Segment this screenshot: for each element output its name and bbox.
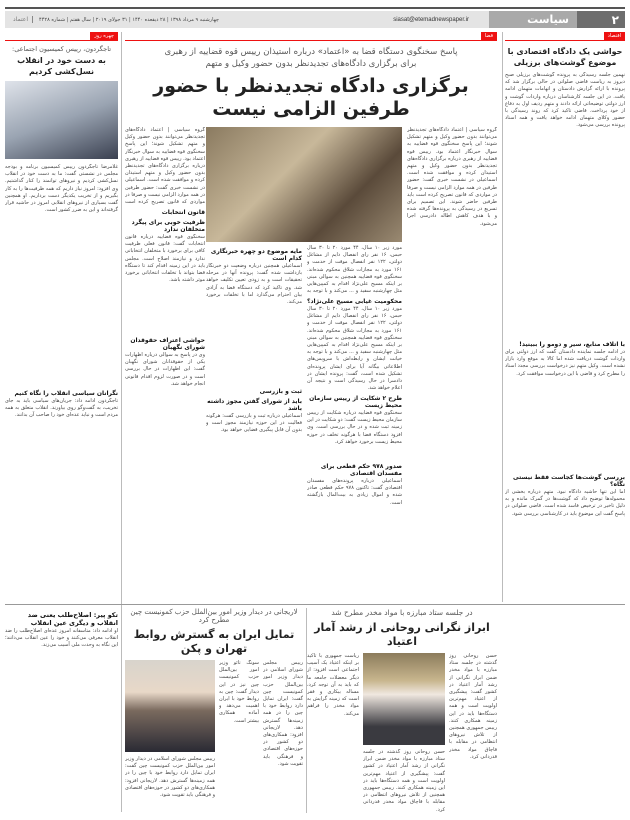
page-header <box>5 11 625 28</box>
story-body: او ادامه داد: متاسفانه امروز عده‌ای اصلاح‌طلب را ضد انقلاب معرفی می‌کنند و خود را عین انقلاب می‌دانند؛ این نگاه به وحدت ملی آسیب می‌زند. <box>5 628 118 649</box>
column-divider <box>121 32 122 812</box>
section-divider <box>5 604 625 605</box>
story-body: اما این تنها حاشیه دادگاه نبود. متهم درباره بخشی از محموله‌ها توضیح داد که گوشت‌ها در گمرک مانده و به دلیل تاخیر در ترخیص فاسد شده است. قاضی صلواتی در پاسخ گفت این موضوع باید در کارشناسی بررسی شود. <box>505 489 625 517</box>
story-headline: تمایل ایران به گسترش روابط تهران و پکن <box>133 628 295 655</box>
column-divider <box>502 32 503 602</box>
subheading: نگرانان سیاسی انقلاب را نگاه کنیم <box>14 390 118 397</box>
section-tag: چهره روز <box>90 32 118 40</box>
larijani-photo <box>125 660 215 752</box>
subheading: با اتلاف منابع، سیر و دومو را ببینید! <box>519 341 625 348</box>
story-kicker: در جلسه ستاد مبارزه با مواد مخدر مطرح شد <box>331 608 473 617</box>
bottom-story-rouhani <box>307 608 497 813</box>
subheading: ثبت و بازرسی <box>259 388 302 395</box>
story-body: رییس مجلس شورای اسلامی در دیدار وزیر امور بین‌الملل حزب کمونیست چین گفت: ایران تمایل دارد روابط خود با چین را در همه زمینه‌ها گسترش دهد. لاریجانی افزود: همکاری‌های دو کشور در حوزه‌های اقتصادی و فرهنگی باید تقویت شود. <box>263 660 303 767</box>
story-kicker: تاجگردون، رییس کمیسیون اجتماعی: <box>12 45 111 53</box>
story-body: در ادامه جلسه نماینده دادستان گفت که ارز دولتی برای واردات گوشت دریافت شده اما کالا به موقع وارد بازار نشده است. وکیل متهم نیز درخواست بررسی مجدد اسناد را مطرح کرد و قاضی با این درخواست موافقت کرد. <box>505 349 625 377</box>
main-headline: برگزاری دادگاه تجدیدنظر با حضور طرفین الزامی نیست <box>153 75 469 120</box>
story-body: نهمین جلسه رسیدگی به پرونده گوشت‌های برزیلی صبح دیروز به ریاست قاضی صلواتی در حالی برگزار شد که پرونده با ارائه گزارش دادستان و اتهامات متهمان ادامه یافت. در این جلسه کارشناسان درباره واردات گوشت و ارز دولتی توضیحاتی ارائه دادند و متهم ردیف اول به دفاع از خود پرداخت. قاضی تاکید کرد که روند رسیدگی با حضور وکلای متهمان ادامه خواهد یافت و همه اسناد پرونده بررسی می‌شود. <box>505 72 625 129</box>
top-rule <box>5 7 625 9</box>
story-headline: به دست خود در انقلاب نسل‌کشی کردیم <box>17 56 106 76</box>
story-headline: تکو پیر: اصلاح‌طلب یعنی ضد انقلاب و دیگری عین انقلاب <box>27 611 118 627</box>
subheading: قانون انتخابات <box>161 209 205 216</box>
rouhani-photo <box>363 653 445 745</box>
story-body: رییس مجلس شورای اسلامی در دیدار وزیر امور بین‌الملل حزب کمونیست چین گفت: ایران تمایل دارد روابط خود با چین را در همه زمینه‌ها گسترش دهد. لاریجانی افزود: همکاری‌های دو کشور در حوزه‌های اقتصادی و فرهنگی باید تقویت شود. <box>125 756 215 799</box>
story-body: سخنگوی قوه قضاییه درباره شکایت از رییس سازمان محیط زیست گفت: دو شکایت در این زمینه ثبت شده و در حال بررسی است. وی افزود دستگاه قضا با هرگونه تخلف در حوزه محیط زیست برخورد خواهد کرد. <box>307 410 402 445</box>
main-story <box>125 32 497 602</box>
section-email[interactable]: siasat@etemadnewspaper.ir <box>393 16 469 23</box>
story-body: اسماعیلی درباره پرونده‌های مفسدان اقتصادی گفت: تاکنون ۹۷۸ حکم قطعی صادر شده و اموال زیادی به بیت‌المال بازگشته است. <box>307 478 402 506</box>
portrait-photo <box>5 81 118 159</box>
bottom-story-larijani <box>125 608 303 813</box>
story-body: مورد زیر ۱۰ سال، ۴۴ مورد ۲۰ تا ۳۰ سال حبس، ۱۶ نفر رای انفصال دایم از مشاغل دولتی، ۱۲۲ نفر انفصال موقت از خدمت و ۱۶۱ مورد به مجازات شلاق محکوم شده‌اند. سخنگوی قوه قضاییه همچنین به سوالی مبنی بر اینکه مسیح علی‌نژاد اقدام به کمپین‌هایی مثل چهارشنبه سفید و ... می‌کند و با توجه به خیانت ایشان و رابطه‌اش با سرویس‌های اطلاعاتی بیگانه آیا برای ایشان پرونده‌ای تشکیل شده است، گفت: پرونده ایشان در دادسرا در حال رسیدگی است و نتیجه آن اعلام خواهد شد. <box>307 306 402 392</box>
subheading: مایه موضوع دو چهره خبرنگاری کدام است <box>210 248 302 262</box>
left-column <box>5 32 118 602</box>
subheading: صدور ۹۷۸ حکم قطعی برای مفسدان اقتصادی <box>320 463 402 477</box>
story-kicker: پاسخ سخنگوی دستگاه قضا به «اعتماد» درباره استیذان رییس قوه قضاییه از رهبری <box>164 47 458 57</box>
section-tag: قضا <box>481 32 497 40</box>
story-body: ریاست جمهوری با تاکید بر اینکه اعتیاد یک آسیب اجتماعی است افزود: از دیگر معضلات جامعه ما که باید به آن توجه کرد، مساله بیکاری و فقر است که زمینه گرایش به مواد مخدر را فراهم می‌کند. <box>307 653 359 717</box>
page-number: ۲ <box>577 11 625 28</box>
section-tag: اقتصاد <box>604 32 625 40</box>
story-kicker: برای برگزاری دادگاه‌های تجدیدنظر بدون حضور وکیل و متهم <box>205 59 417 69</box>
story-kicker: لاریجانی در دیدار وزیر امور بین‌الملل حزب کمونیست چین مطرح کرد <box>130 608 298 624</box>
subheading: بررسی گوشت‌ها کجاست فقط نیستی نگاه؟ <box>513 474 625 488</box>
newspaper-logo: اعتماد <box>13 16 33 23</box>
story-body: حسن روحانی روز گذشته در جلسه ستاد مبارزه با مواد مخدر ضمن ابراز نگرانی از رشد آمار اعتیاد در کشور گفت: پیشگیری از اعتیاد مهم‌ترین اولویت است و همه دستگاه‌ها باید در این زمینه همکاری کنند. رییس جمهوری همچنین از تلاش نیروهای انتظامی در مقابله با قاچاق مواد مخدر قدردانی کرد. <box>363 749 445 813</box>
issue-date: چهارشنبه ۹ مرداد ۱۳۹۸ | ۲۸ ذیقعده ۱۴۴۰ | ۳۱ جولای ۲۰۱۹ | سال هفتم | شماره ۴۴۲۸ <box>39 16 220 23</box>
story-body: سونگ تائو وزیر امور بین‌الملل حزب کمونیست چین نیز در این دیدار گفت: چین به روابط خود با ایران اهمیت می‌دهد و آماده همکاری بیشتر است. <box>219 660 259 724</box>
story-body: تاجگردون ادامه داد: جریان‌های سیاسی باید به جای تخریب، به گفت‌وگو روی بیاورند. انقلاب متعلق به همه مردم است و نباید عده‌ای خود را صاحب آن بدانند. <box>5 398 118 419</box>
story-body: سخنگوی قوه قضاییه درباره قانون انتخابات گفت: قانون فعلی ظرفیت کافی برای برخورد با متخلفان انتخاباتی ندارد و نیازمند اصلاح است. مجلس باید در این زمینه اقدام کند تا دستگاه قضا بتواند با تخلفات انتخاباتی برخورد موثر داشته باشد. <box>125 234 205 284</box>
subheading: طرح ۲ شکایت از رییس سازمان محیط زیست <box>309 395 402 409</box>
left-bottom-story <box>5 608 118 813</box>
column-divider <box>306 608 307 813</box>
subheading: ظرفیت خوبی برای پیگرد متخلفان ندارد <box>131 219 205 233</box>
story-body: وی در پاسخ به سوالی درباره اظهارات یکی از حقوقدانان شورای نگهبان گفت: این اظهارات در حال بررسی است و در صورت لزوم اقدام قانونی انجام خواهد شد. <box>125 352 205 387</box>
subheading: محکومیت غیابی مسیح علی‌نژاد؟ <box>307 298 402 305</box>
story-body: غلامرضا تاجگردون رییس کمیسیون برنامه و بودجه مجلس در نشستی گفت: ما به دست خود در انقلاب نسل‌کشی کردیم و نیروهای توانمند را کنار گذاشتیم. وی افزود: امروز نیاز داریم که همه ظرفیت‌ها را به کار بگیریم و از تخریب یکدیگر دست برداریم. او همچنین گفت بسیاری از نیروهای انقلابی امروز در حاشیه قرار گرفته‌اند و این به ضرر کشور است. <box>5 164 118 214</box>
section-title: سیاست <box>489 11 577 28</box>
story-headline: حواشی یک دادگاه اقتصادی با موضوع گوشت‌های برزیلی <box>507 47 623 67</box>
story-body: حسن روحانی روز گذشته در جلسه ستاد مبارزه با مواد مخدر ضمن ابراز نگرانی از رشد آمار اعتیاد در کشور گفت: پیشگیری از اعتیاد مهم‌ترین اولویت است و همه دستگاه‌ها باید در این زمینه همکاری کنند. رییس جمهوری همچنین از تلاش نیروهای انتظامی در مقابله با قاچاق مواد مخدر قدردانی کرد. <box>449 653 497 760</box>
story-headline: ابراز نگرانی روحانی از رشد آمار اعتیاد <box>314 621 490 648</box>
subheading: حواشی اعتراف حقوقدان شورای نگهبان <box>130 337 205 351</box>
story-body: اسماعیلی درباره ثبت و بازرسی گفت: هرگونه فعالیت در این حوزه نیازمند مجوز است و بدون آن قابل پیگیری قضایی خواهد بود. <box>206 413 302 434</box>
main-photo <box>206 127 402 242</box>
story-body: اسماعیلی همچنین درباره وضعیت دو خبرنگار بازداشت شده گفت: پرونده آنها در مرحله تحقیقات است و به زودی تعیین تکلیف خواهد شد. وی تاکید کرد که دستگاه قضا به آزادی بیان احترام می‌گذارد اما با تخلفات برخورد می‌کند. <box>206 263 302 306</box>
subheading: باید از شورای گفتن مجوز داشته باشد <box>207 398 302 412</box>
story-body: گروه سیاسی | اعتماد دادگاه‌های تجدیدنظر می‌توانند بدون حضور وکیل و متهم تشکیل شوند؛ این پاسخ سخنگوی قوه قضاییه به سوال خبرنگار اعتماد بود. رییس قوه قضاییه از رهبری درباره برگزاری دادگاه‌های تجدیدنظر بدون حضور وکیل و متهم استیذان کرده و موافقت شده است. اسماعیلی در نشست خبری گفت: حضور طرفین در همه موارد الزامی نیست و صرفا در مواردی که قانون تصریح کرده است باید طرفین حاضر شوند. این تصمیم برای تسریع در رسیدگی به پرونده‌ها گرفته شده و با هدف کاهش اطاله دادرسی اجرا می‌شود. <box>407 127 497 227</box>
story-body: گروه سیاسی | اعتماد دادگاه‌های تجدیدنظر می‌توانند بدون حضور وکیل و متهم تشکیل شوند؛ این پاسخ سخنگوی قوه قضاییه به سوال خبرنگار اعتماد بود. رییس قوه قضاییه از رهبری درباره برگزاری دادگاه‌های تجدیدنظر بدون حضور وکیل و متهم استیذان کرده و موافقت شده است. اسماعیلی در نشست خبری گفت: حضور طرفین در همه موارد الزامی نیست و صرفا در مواردی که قانون تصریح کرده است <box>125 127 205 206</box>
right-column <box>505 32 625 602</box>
story-body: مورد زیر ۱۰ سال، ۴۴ مورد ۲۰ تا ۳۰ سال حبس، ۱۶ نفر رای انفصال دایم از مشاغل دولتی، ۱۲۲ نفر انفصال موقت از خدمت و ۱۶۱ مورد به مجازات شلاق محکوم شده‌اند. سخنگوی قوه قضاییه همچنین به سوالی مبنی بر اینکه مسیح علی‌نژاد اقدام به کمپین‌هایی مثل چهارشنبه سفید و ... می‌کند و با توجه به <box>307 245 402 295</box>
